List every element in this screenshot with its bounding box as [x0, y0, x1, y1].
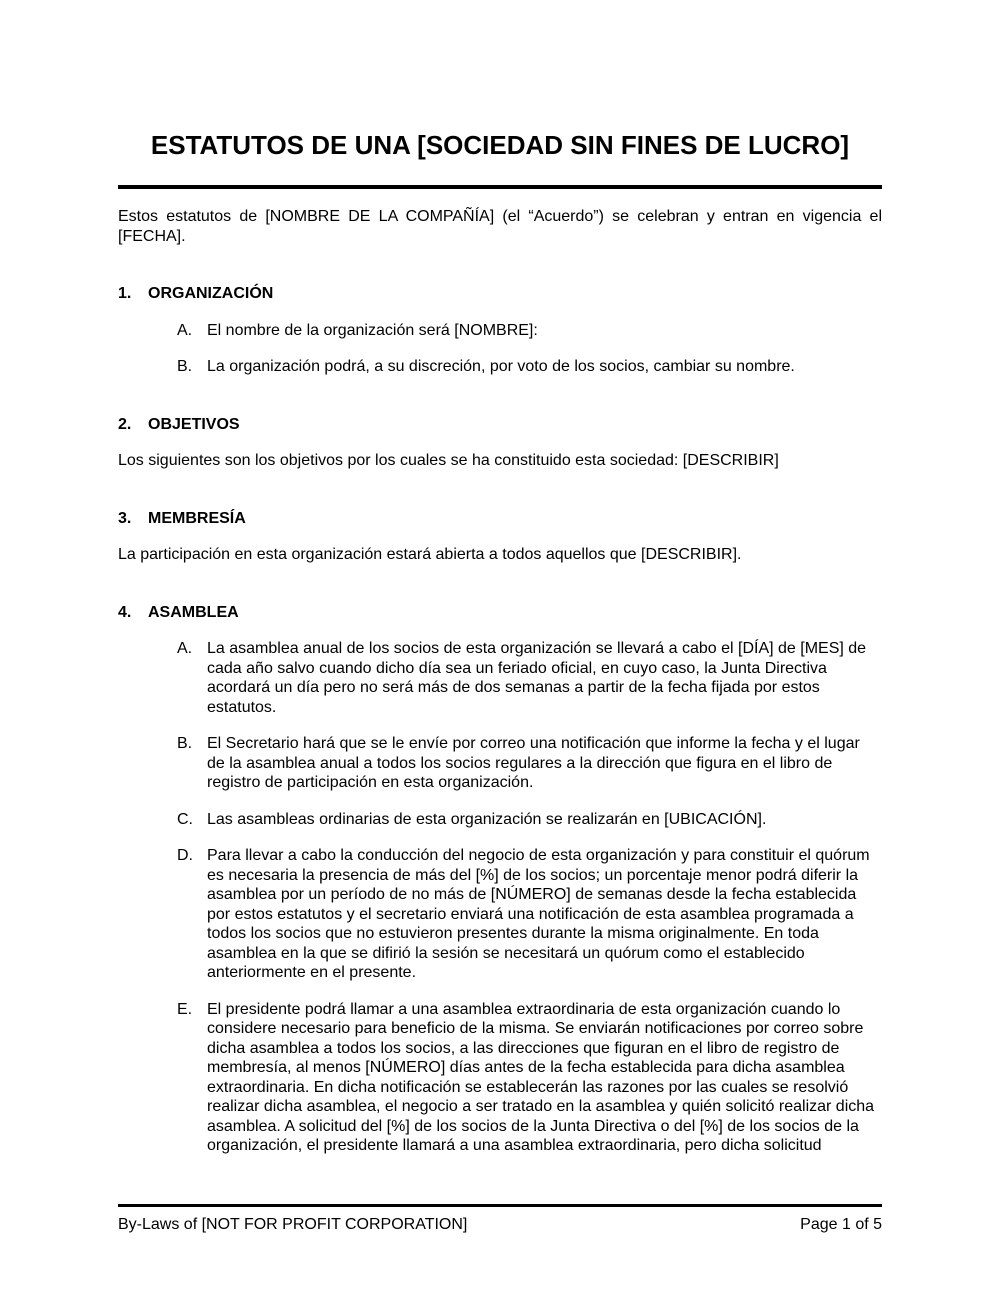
item-letter: A. [177, 321, 193, 339]
item-letter: B. [177, 735, 193, 752]
item-letter: D. [177, 847, 193, 864]
list-item [118, 734, 882, 793]
section-paragraph: Los siguientes son los objetivos por los cuales se ha constituido esta sociedad: [DESCRIBIR] [118, 452, 779, 469]
item-text: La organización podrá, a su discreción, por voto de los socios, cambiar su nombre. [207, 358, 795, 375]
item-text: Para llevar a cabo la conducción del negocio de esta organización y para constituir el quórum es necesaria la presencia de más del [%] de los socios; un porcentaje menor podrá diferir la asamblea por un período de no más de [NÚMERO] de semanas desde la fecha establecida por estos estatutos y el secretario enviará una notificación de esta asamblea programada a todos los socios que no estuvieron presentes durante la misma originalmente. En toda asamblea en la que se difirió la sesión se necesitará un quórum como el establecido anteriormente en el presente. [207, 847, 870, 981]
footer-divider [118, 1204, 882, 1207]
list-item [118, 357, 882, 377]
intro-paragraph: Estos estatutos de [NOMBRE DE LA COMPAÑÍA] (el “Acuerdo”) se celebran y entran en vigencia el [FECHA]. [118, 208, 882, 245]
item-letter: E. [177, 1000, 193, 1018]
item-text: Las asambleas ordinarias de esta organización se realizarán en [UBICACIÓN]. [207, 810, 767, 828]
section-title: ORGANIZACIÓN [148, 285, 274, 302]
section-paragraph: La participación en esta organización estará abierta a todos aquellos que [DESCRIBIR]. [118, 546, 742, 563]
footer-row [118, 1215, 882, 1235]
footer-document-name: By-Laws of [NOT FOR PROFIT CORPORATION] [118, 1216, 468, 1233]
item-letter: A. [177, 640, 193, 657]
title-divider [118, 185, 882, 189]
list-item [118, 639, 882, 717]
list-item [118, 846, 882, 983]
item-text: El presidente podrá llamar a una asamblea extraordinaria de esta organización cuando lo considere necesario para beneficio de la misma. Se enviarán notificaciones por correo sobre dicha asamblea a todos los socios, a las direcciones que figuran en el libro de registro de membresía, al menos [NÚMERO] días antes de la fecha establecida para dicha asamblea extraordinaria. En dicha notificación se establecerán las razones por las cuales se resolvió realizar dicha asamblea, el negocio a ser tratado en la asamblea y quién solicitó realizar dicha asamblea. A solicitud del [%] de los socios de la Junta Directiva o del [%] de los socios de la organización, el presidente llamará a una asamblea extraordinaria, pero dicha solicitud [207, 1000, 875, 1154]
list-item [118, 810, 882, 830]
item-text: La asamblea anual de los socios de esta organización se llevará a cabo el [DÍA] de [MES] de cada año salvo cuando dicho día sea un feriado oficial, en cuyo caso, la Junta Directiva acordará un día pero no será más de dos semanas a partir de la fecha fijada por estos estatutos. [207, 640, 867, 716]
section-heading-organizacion [118, 284, 882, 304]
section-number: 2. [118, 415, 132, 433]
section-number: 3. [118, 509, 132, 527]
page-footer [118, 1204, 882, 1235]
section-heading-objetivos [118, 415, 882, 435]
item-letter: C. [177, 810, 193, 828]
item-letter: B. [177, 358, 193, 375]
section-title: OBJETIVOS [148, 415, 240, 433]
list-item [118, 1000, 882, 1156]
section-number: 4. [118, 603, 132, 621]
document-title: ESTATUTOS DE UNA [SOCIEDAD SIN FINES DE LUCRO] [150, 130, 850, 160]
section-title: MEMBRESÍA [148, 509, 246, 527]
page-number: Page 1 of 5 [800, 1216, 882, 1233]
item-text: El nombre de la organización será [NOMBRE]: [207, 321, 538, 339]
section-number: 1. [118, 285, 132, 302]
section-heading-membresia [118, 509, 882, 529]
section-title: ASAMBLEA [148, 603, 239, 621]
item-text: El Secretario hará que se le envíe por correo una notificación que informe la fecha y el lugar de la asamblea anual a todos los socios regulares a la dirección que figura en el libro de registro de participación en esta organización. [207, 735, 860, 791]
list-item [118, 321, 882, 341]
section-heading-asamblea [118, 603, 882, 623]
